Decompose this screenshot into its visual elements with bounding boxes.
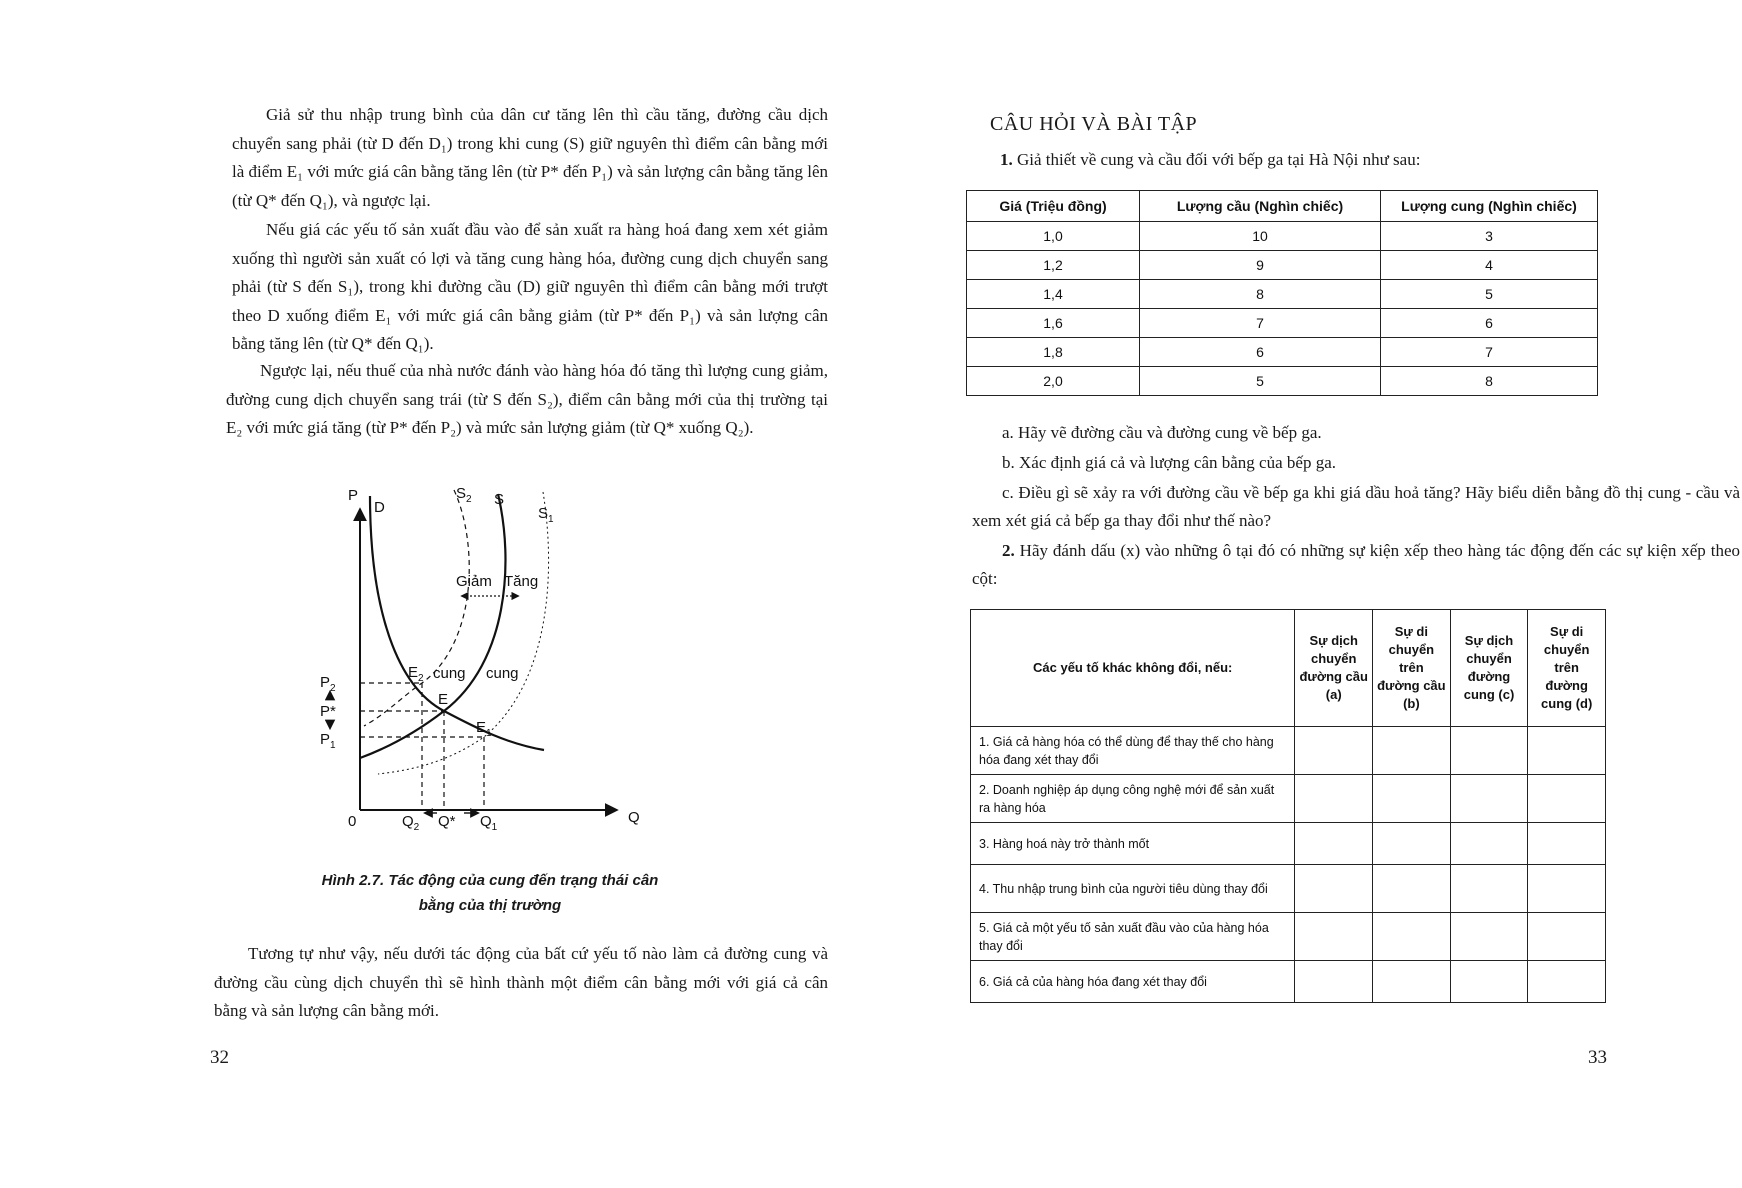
page-number-left: 32 xyxy=(210,1047,229,1068)
answer-cell[interactable] xyxy=(1373,961,1451,1003)
qstar-label: Q* xyxy=(438,813,456,830)
cung-left-label: cung xyxy=(433,665,466,682)
answer-cell[interactable] xyxy=(1373,727,1451,775)
table-row xyxy=(971,727,1606,775)
axis-q-label: Q xyxy=(628,809,640,826)
question-2 xyxy=(972,537,1740,593)
cell-supply: 7 xyxy=(1381,338,1598,367)
row-label: 3. Hàng hoá này trở thành mốt xyxy=(971,823,1295,865)
table-row xyxy=(971,961,1606,1003)
cell-demand: 9 xyxy=(1140,251,1381,280)
answer-cell[interactable] xyxy=(1295,727,1373,775)
header-demand-shift: Sự dịch chuyển đường cầu (a) xyxy=(1295,610,1373,727)
giam-label: Giảm xyxy=(456,573,492,590)
paragraph-demand-shift: Giả sử thu nhập trung bình của dân cư tăng lên thì cầu tăng, đường cầu dịch chuyển sang phải (từ D đến D₁) trong khi cung (S) giữ nguyên thì điểm cân bằng mới là điểm E₁ với mức giá cân bằng tăng lên (từ P* đến P₁) và sản lượng cân bằng tăng lên (từ Q* đến Q₁), và ngược lại. xyxy=(232,105,828,210)
cell-supply: 3 xyxy=(1381,222,1598,251)
cell-price: 1,8 xyxy=(967,338,1140,367)
answer-cell[interactable] xyxy=(1450,913,1528,961)
cell-price: 1,0 xyxy=(967,222,1140,251)
q1-label: $Q_1$ xyxy=(480,813,498,833)
caption-line-1: Hình 2.7. Tác động của cung đến trạng thái cân xyxy=(321,872,659,889)
header-demand: Lượng cầu (Nghìn chiếc) xyxy=(1140,191,1381,222)
answer-cell[interactable] xyxy=(1295,913,1373,961)
header-factors: Các yếu tố khác không đổi, nếu: xyxy=(971,610,1295,727)
question-2-text: Hãy đánh dấu (x) vào những ô tại đó có những sự kiện xếp theo hàng tác động đến các sự kiện xếp theo cột: xyxy=(972,541,1740,588)
left-page xyxy=(0,0,840,1188)
table-row xyxy=(967,309,1598,338)
p2-label: $P_2$ xyxy=(320,674,336,694)
cell-price: 1,2 xyxy=(967,251,1140,280)
curve-s-label: S xyxy=(494,491,505,508)
cell-price: 2,0 xyxy=(967,367,1140,396)
answer-cell[interactable] xyxy=(1373,865,1451,913)
curve-s2-label: $S_2$ xyxy=(456,485,472,505)
answer-cell[interactable] xyxy=(1528,961,1606,1003)
row-label: 4. Thu nhập trung bình của người tiêu dùng thay đổi xyxy=(971,865,1295,913)
answer-cell[interactable] xyxy=(1450,727,1528,775)
header-demand-movement: Sự di chuyển trên đường cầu (b) xyxy=(1373,610,1451,727)
question-1 xyxy=(1000,146,1740,174)
table-row xyxy=(967,222,1598,251)
cell-demand: 10 xyxy=(1140,222,1381,251)
axis-p-label: P xyxy=(348,487,359,504)
supply-demand-table xyxy=(966,190,1598,396)
table-header-row xyxy=(971,610,1606,727)
right-page xyxy=(840,0,1740,1188)
table-row xyxy=(971,865,1606,913)
cung-right-label: cung xyxy=(486,665,519,682)
point-e1-label: $E_1$ xyxy=(476,719,492,739)
answer-cell[interactable] xyxy=(1528,727,1606,775)
cell-supply: 6 xyxy=(1381,309,1598,338)
curve-d-label: D xyxy=(374,499,385,516)
paragraph-tax-effect: Ngược lại, nếu thuế của nhà nước đánh vào hàng hóa đó tăng thì lượng cung giảm, đường cung dịch chuyển sang trái (từ S đến S₂), điểm cân bằng mới của thị trường tại E₂ với mức giá tăng (từ P* đến P₂) và mức sản lượng giảm (từ Q* xuống Q₂). xyxy=(226,361,828,437)
caption-line-2: bằng của thị trường xyxy=(418,897,562,914)
point-e2-label: $E_2$ xyxy=(408,664,424,684)
cell-demand: 5 xyxy=(1140,367,1381,396)
answer-cell[interactable] xyxy=(1450,823,1528,865)
paragraph-supply-increase: Nếu giá các yếu tố sản xuất đầu vào để sản xuất ra hàng hoá đang xem xét giảm xuống thì người sản xuất có lợi và tăng cung hàng hóa, đường cung dịch chuyển sang phải (từ S đến S₁), trong khi đường cầu (D) giữ nguyên thì điểm cân bằng mới trượt theo D xuống điểm E₁ với mức giá cân bằng giảm (từ P* đến P₁) và sản lượng cân bằng tăng lên (từ Q* đến Q₁). xyxy=(232,220,828,353)
q2-label: $Q_2$ xyxy=(402,813,420,833)
tang-label: Tăng xyxy=(504,573,539,590)
answer-cell[interactable] xyxy=(1373,913,1451,961)
figure-caption xyxy=(300,868,680,918)
header-price: Giá (Triệu đồng) xyxy=(967,191,1140,222)
cell-price: 1,4 xyxy=(967,280,1140,309)
cell-price: 1,6 xyxy=(967,309,1140,338)
supply-demand-diagram xyxy=(318,482,658,833)
answer-cell[interactable] xyxy=(1528,823,1606,865)
cell-demand: 7 xyxy=(1140,309,1381,338)
header-supply-movement: Sự di chuyển trên đường cung (d) xyxy=(1528,610,1606,727)
table-row xyxy=(971,775,1606,823)
answer-cell[interactable] xyxy=(1373,823,1451,865)
question-1-text: Giả thiết về cung và cầu đối với bếp ga tại Hà Nội như sau: xyxy=(1012,150,1421,169)
header-supply-shift: Sự dịch chuyển đường cung (c) xyxy=(1450,610,1528,727)
answer-cell[interactable] xyxy=(1528,775,1606,823)
row-label: 6. Giá cả của hàng hóa đang xét thay đổi xyxy=(971,961,1295,1003)
table-row xyxy=(971,823,1606,865)
row-label: 2. Doanh nghiệp áp dụng công nghệ mới để sản xuất ra hàng hóa xyxy=(971,775,1295,823)
paragraph-conclusion: Tương tự như vậy, nếu dưới tác động của bất cứ yếu tố nào làm cả đường cung và đường cầu cùng dịch chuyển thì sẽ hình thành một điểm cân bằng mới với giá cả cân bằng và sản lượng cân bằng mới. xyxy=(214,944,828,1020)
answer-cell[interactable] xyxy=(1450,961,1528,1003)
answer-cell[interactable] xyxy=(1373,775,1451,823)
supply-curve-s2 xyxy=(364,490,469,726)
answer-cell[interactable] xyxy=(1295,961,1373,1003)
page-number-right: 33 xyxy=(1588,1047,1607,1068)
factor-effect-table xyxy=(970,609,1606,1003)
answer-cell[interactable] xyxy=(1528,865,1606,913)
answer-cell[interactable] xyxy=(1295,775,1373,823)
row-label: 1. Giá cả hàng hóa có thể dùng để thay thế cho hàng hóa đang xét thay đổi xyxy=(971,727,1295,775)
pstar-label: P* xyxy=(320,703,336,720)
cell-demand: 6 xyxy=(1140,338,1381,367)
supply-demand-figure xyxy=(318,482,658,833)
question-1b: b. Xác định giá cả và lượng cân bằng của bếp ga. xyxy=(1002,453,1336,472)
answer-cell[interactable] xyxy=(1295,823,1373,865)
header-supply: Lượng cung (Nghìn chiếc) xyxy=(1381,191,1598,222)
row-label: 5. Giá cả một yếu tố sản xuất đầu vào của hàng hóa thay đổi xyxy=(971,913,1295,961)
cell-supply: 8 xyxy=(1381,367,1598,396)
table-row xyxy=(971,913,1606,961)
supply-curve-s1 xyxy=(378,492,549,774)
answer-cell[interactable] xyxy=(1528,913,1606,961)
cell-demand: 8 xyxy=(1140,280,1381,309)
p1-label: $P_1$ xyxy=(320,731,336,751)
point-e-label: E xyxy=(438,691,449,708)
cell-supply: 5 xyxy=(1381,280,1598,309)
table-row xyxy=(967,367,1598,396)
section-title: CÂU HỎI VÀ BÀI TẬP xyxy=(990,113,1198,135)
origin-label: 0 xyxy=(348,813,357,830)
curve-s1-label: $S_1$ xyxy=(538,505,554,525)
answer-cell[interactable] xyxy=(1450,775,1528,823)
table-row xyxy=(967,251,1598,280)
question-1-number: 1. xyxy=(1000,150,1013,169)
cell-supply: 4 xyxy=(1381,251,1598,280)
question-1a: a. Hãy vẽ đường cầu và đường cung về bếp ga. xyxy=(1002,423,1322,442)
demand-curve-d xyxy=(370,496,544,750)
answer-cell[interactable] xyxy=(1450,865,1528,913)
table-row xyxy=(967,280,1598,309)
table-row xyxy=(967,338,1598,367)
question-1c: c. Điều gì sẽ xảy ra với đường cầu về bếp ga khi giá dầu hoả tăng? Hãy biểu diễn bằng đồ thị cung - cầu và xem xét giá cả bếp ga thay đổi như thế nào? xyxy=(972,483,1740,530)
table-header-row xyxy=(967,191,1598,222)
question-2-number: 2. xyxy=(1002,541,1015,560)
answer-cell[interactable] xyxy=(1295,865,1373,913)
